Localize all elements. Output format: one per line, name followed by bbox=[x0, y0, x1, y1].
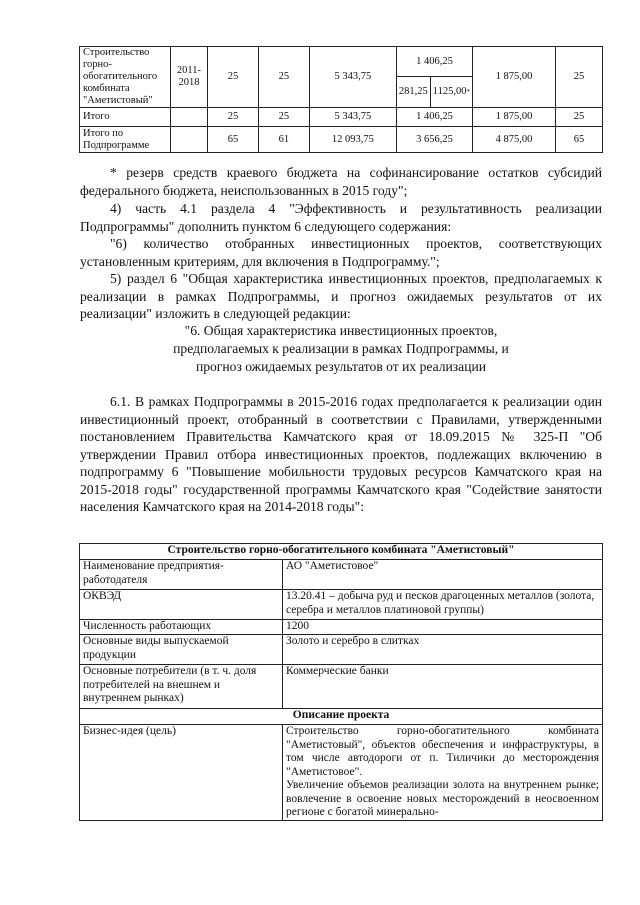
row-label-cell: Основные потребители (в т. ч. доля потребителей на внешнем и внутреннем рынках) bbox=[80, 665, 283, 709]
paragraph-item-4-quote: "6) количество отобранных инвестиционных проектов, соответствующих установленным критериям, для включения в Подпрограмму."; bbox=[80, 236, 602, 269]
paragraph-item-4: 4) часть 4.1 раздела 4 "Эффективность и результативность реализации Подпрограммы" дополнить пунктом 6 следующего содержания: bbox=[80, 201, 602, 234]
paragraph-item-5: 5) раздел 6 "Общая характеристика инвестиционных проектов, предполагаемых к реализации в рамках Подпрограммы, и прогноз ожидаемых результатов от их реализации" изложить в следующей редакции: bbox=[80, 271, 602, 321]
value-cell: 5 343,75 bbox=[309, 108, 396, 127]
value-cell: 1 406,25 bbox=[396, 47, 472, 77]
value-cell: 281,25 bbox=[396, 77, 430, 108]
table-row bbox=[80, 725, 603, 821]
total-label-cell: Итого bbox=[80, 108, 171, 127]
project-name-cell: Строительство горно-обогатительного комбината "Аметистовый" bbox=[80, 47, 171, 108]
section-heading-line-2: предполагаемых к реализации в рамках Подпрограммы, и bbox=[173, 341, 509, 356]
row-value-cell bbox=[283, 725, 603, 821]
value-cell: 61 bbox=[258, 127, 309, 153]
row-value-cell: 13.20.41 – добыча руд и песков драгоценных металлов (золота, серебра и металлов платиновой группы) bbox=[283, 590, 603, 620]
value-cell: 25 bbox=[258, 47, 309, 108]
grand-total-label-cell: Итого по Подпрограмме bbox=[80, 127, 171, 153]
investment-summary-table bbox=[79, 46, 603, 153]
table-row bbox=[80, 665, 603, 709]
value-cell: 25 bbox=[207, 108, 258, 127]
value-cell: 65 bbox=[555, 127, 602, 153]
row-label-cell: ОКВЭД bbox=[80, 590, 283, 620]
row-value-cell: Коммерческие банки bbox=[283, 665, 603, 709]
section-heading-line-1: "6. Общая характеристика инвестиционных проектов, bbox=[184, 323, 498, 338]
value-cell: 65 bbox=[207, 127, 258, 153]
footnote-paragraph: * резерв средств краевого бюджета на софинансирование остатков субсидий федерального бюджета, неиспользованных в 2015 году"; bbox=[80, 165, 602, 198]
value-cell: 25 bbox=[555, 108, 602, 127]
section-heading-line-3: прогноз ожидаемых результатов от их реализации bbox=[195, 359, 487, 374]
table-row bbox=[80, 620, 603, 635]
value-cell: 25 bbox=[258, 108, 309, 127]
value-cell: 3 656,25 bbox=[396, 127, 472, 153]
value-text: 1125,00 bbox=[432, 86, 467, 97]
value-cell: 1 875,00 bbox=[473, 47, 556, 108]
row-label-cell: Основные виды выпускаемой продукции bbox=[80, 635, 283, 665]
row-value-cell: 1200 bbox=[283, 620, 603, 635]
paragraph-6-1: 6.1. В рамках Подпрограммы в 2015-2016 годах предполагается к реализации один инвестиционный проект, отобранный в соответствии с Правилами, утвержденными постановлением Правительства Камчатского края от 18.09.2015 № 325-П "Об утверждении Правил отбора инвестиционных проектов, подлежащих включению в подпрограмму 6 "Повышение мобильности трудовых ресурсов Камчатского края на 2015-2018 годы" государственной программы Камчатского края "Содействие занятости населения Камчатского края на 2014-2018 годы": bbox=[80, 394, 602, 514]
value-cell bbox=[430, 77, 472, 108]
value-cell: 12 093,75 bbox=[309, 127, 396, 153]
table-row bbox=[80, 709, 603, 725]
value-cell: 4 875,00 bbox=[473, 127, 556, 153]
table-row bbox=[80, 47, 603, 77]
table-row bbox=[80, 108, 603, 127]
business-goal-text: Увеличение объемов реализации золота на внутреннем рынке; вовлечение в освоение новых месторождений в неосвоенном регионе с богатой минерально- bbox=[286, 779, 599, 818]
section-title-cell: Описание проекта bbox=[80, 709, 603, 725]
project-passport-table bbox=[79, 543, 603, 821]
table-row bbox=[80, 635, 603, 665]
table-row bbox=[80, 590, 603, 620]
table-row bbox=[80, 560, 603, 590]
row-value-cell: АО "Аметистовое" bbox=[283, 560, 603, 590]
row-label-cell: Численность работающих bbox=[80, 620, 283, 635]
row-label-cell: Бизнес-идея (цель) bbox=[80, 725, 283, 821]
row-value-cell: Золото и серебро в слитках bbox=[283, 635, 603, 665]
table-title-cell: Строительство горно-обогатительного комбината "Аметистовый" bbox=[80, 544, 603, 560]
empty-cell bbox=[170, 127, 207, 153]
value-cell: 5 343,75 bbox=[309, 47, 396, 108]
value-cell: 1 406,25 bbox=[396, 108, 472, 127]
value-cell: 1 875,00 bbox=[473, 108, 556, 127]
business-idea-text: Строительство горно-обогатительного комбината "Аметистовый", объектов обеспечения и инфраструктуры, в том числе автодороги от п. Тиличики до месторождения "Аметистовое". bbox=[286, 725, 599, 778]
value-cell: 25 bbox=[555, 47, 602, 108]
table-row bbox=[80, 127, 603, 153]
empty-cell bbox=[170, 108, 207, 127]
years-cell: 2011-2018 bbox=[170, 47, 207, 108]
footnote-mark: * bbox=[466, 88, 470, 96]
table-row bbox=[80, 544, 603, 560]
row-label-cell: Наименование предприятия-работодателя bbox=[80, 560, 283, 590]
value-cell: 25 bbox=[207, 47, 258, 108]
